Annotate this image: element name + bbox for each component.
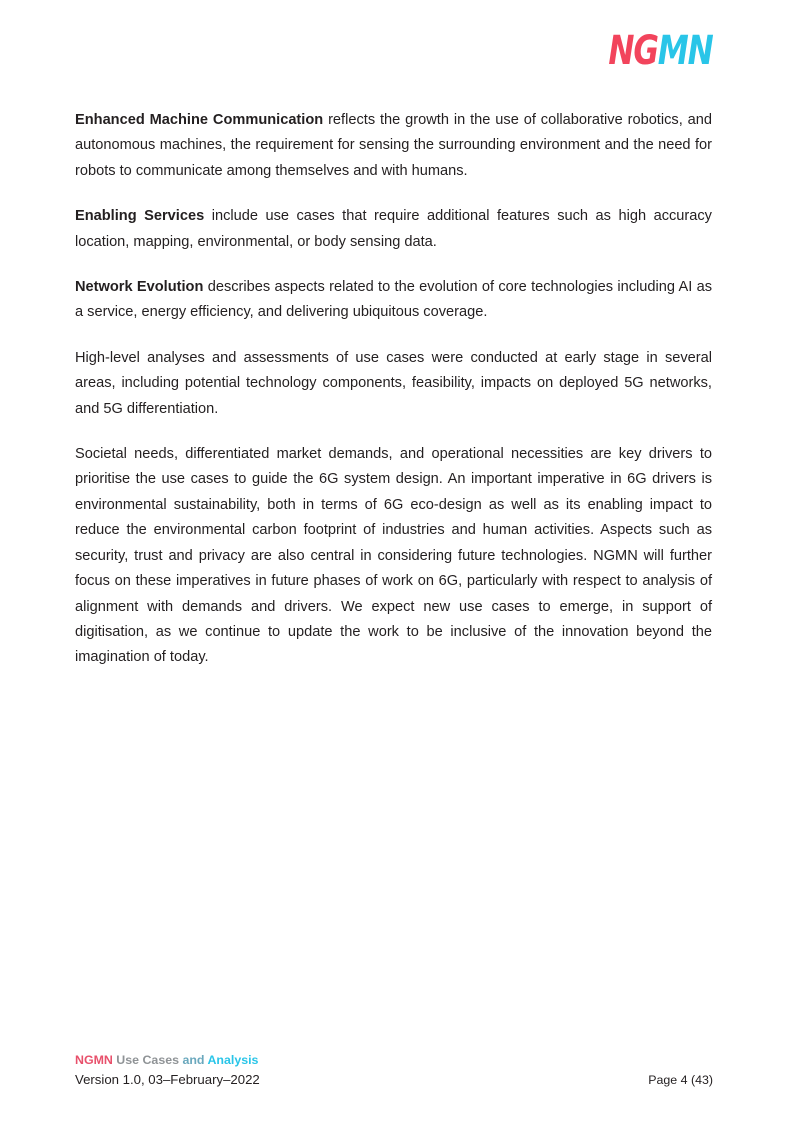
logo-text-mn: MN [658, 28, 713, 74]
ngmn-logo [608, 28, 713, 74]
page-footer [75, 1052, 713, 1092]
footer-title-use-cases: Use Cases [112, 1053, 179, 1067]
paragraph-enhanced-machine-communication [75, 108, 712, 184]
footer-meta-row [75, 1071, 713, 1089]
footer-title-analysis: Analysis [204, 1053, 259, 1067]
page-header [0, 0, 793, 95]
paragraph-text: include use cases that require additional features such as high accuracy location, mapping, environmental, or body sensing data. [75, 208, 712, 250]
paragraph-societal-needs [75, 442, 712, 671]
logo-text-ng: NG [608, 28, 659, 74]
footer-document-title [75, 1052, 713, 1068]
footer-title-and: and [179, 1053, 205, 1067]
paragraph-lead-in: Enhanced Machine Communication [75, 112, 324, 128]
footer-version: Version 1.0, 03–February–2022 [75, 1072, 260, 1087]
footer-title-ngmn: NGMN [75, 1053, 113, 1067]
paragraph-network-evolution [75, 275, 712, 326]
paragraph-text: describes aspects related to the evolution of core technologies including AI as a service, energy efficiency, and delivering ubiquitous coverage. [75, 279, 713, 321]
document-body [75, 108, 712, 671]
footer-page-number: Page 4 (43) [648, 1073, 713, 1087]
paragraph-text: High-level analyses and assessments of use cases were conducted at early stage in several areas, including potential technology components, feasibility, impacts on deployed 5G networks, and 5G differentiation. [75, 349, 712, 417]
paragraph-enabling-services [75, 204, 712, 255]
paragraph-lead-in: Network Evolution [75, 279, 204, 296]
paragraph-high-level-analyses [75, 346, 712, 422]
paragraph-text: reflects the growth in the use of collaborative robotics, and autonomous machines, the requirement for sensing the surrounding environment and the need for robots to communicate among themselves and with humans. [75, 112, 712, 179]
paragraph-text: Societal needs, differentiated market demands, and operational necessities are key drivers to prioritise the use cases to guide the 6G system design. An important imperative in 6G drivers is environmental sustainability, both in terms of 6G eco-design as well as its enabling impact to reduce the environmental carbon footprint of industries and human activities. Aspects such as security, trust and privacy are also central in considering future technologies. NGMN will further focus on these imperatives in future phases of work on 6G, particularly with respect to analysis of alignment with demands and drivers. We expect new use cases to emerge, in support of digitisation, as we continue to update the work to be inclusive of the innovation beyond the imagination of today. [75, 446, 712, 666]
paragraph-lead-in: Enabling Services [75, 208, 205, 225]
